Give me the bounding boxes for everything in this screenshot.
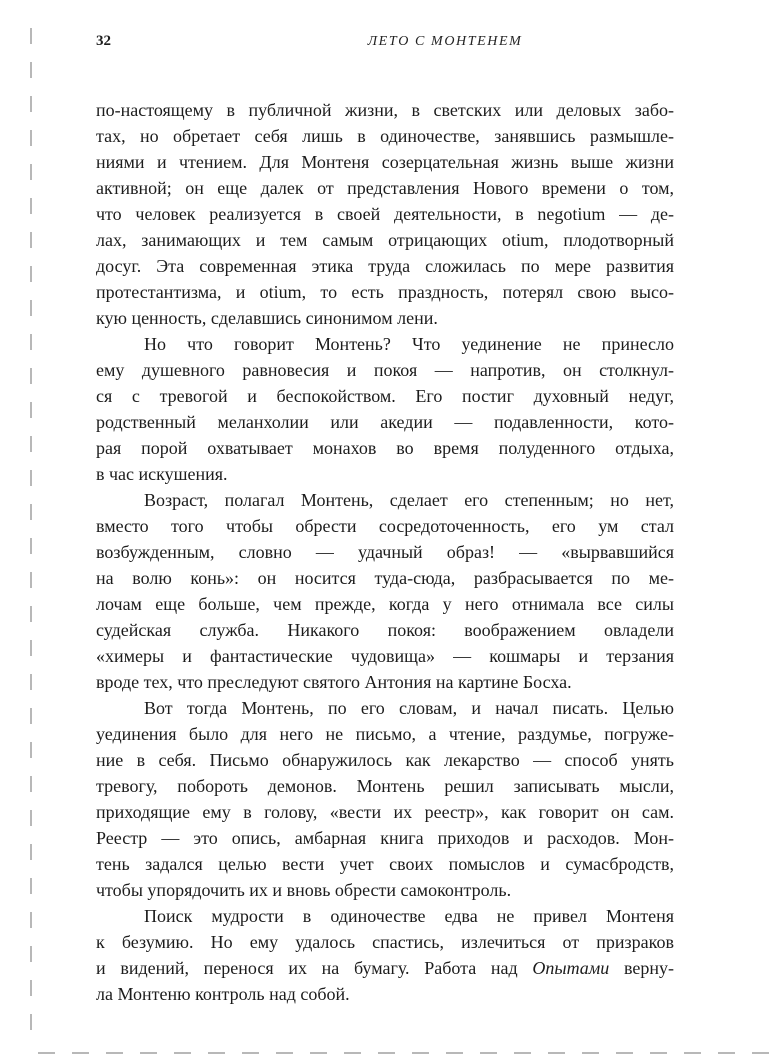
- text-line: тень задался целью вести учет своих помыслов и сумасбродств,: [96, 854, 674, 874]
- text-line: ся с тревогой и беспокойством. Его постиг духовный недуг,: [96, 386, 674, 406]
- text-line: возбужденным, словно — удачный образ! — «вырвавшийся: [96, 542, 674, 562]
- text-line: ему душевного равновесия и покоя — напротив, он столкнул-: [96, 360, 674, 380]
- text-line: родственный меланхолии или акедии — подавленности, кото-: [96, 412, 674, 432]
- text-line: чтобы упорядочить их и вновь обрести самоконтроль.: [96, 880, 512, 900]
- page-number: 32: [96, 33, 111, 49]
- text-line: лочам еще больше, чем прежде, когда у него отнимала все силы: [96, 594, 674, 614]
- text-line: ниями и чтением. Для Монтеня созерцательная жизнь выше жизни: [96, 152, 674, 172]
- text-line: тревогу, побороть демонов. Монтень решил записывать мысли,: [96, 776, 674, 796]
- text-line: ние в себя. Письмо обнаружилось как лекарство — способ унять: [96, 750, 674, 770]
- text-line: протестантизма, и otium, то есть праздность, потерял свою высо-: [96, 282, 674, 302]
- paragraph: [96, 695, 674, 903]
- text-line: кую ценность, сделавшись синонимом лени.: [96, 308, 438, 328]
- text-line: Вот тогда Монтень, по его словам, и начал писать. Целью: [144, 698, 674, 718]
- paragraph: [96, 903, 674, 1007]
- paragraph: [96, 487, 674, 695]
- text-line: к безумию. Но ему удалось спастись, излечиться от призраков: [96, 932, 674, 952]
- text-line: приходящие ему в голову, «вести их реестр», как говорит он сам.: [96, 802, 674, 822]
- paragraph: [96, 331, 674, 487]
- crop-marks-bottom: [38, 1052, 769, 1054]
- text-segment: верну-: [609, 958, 674, 978]
- paragraph: [96, 97, 674, 331]
- text-line: ла Монтеню контроль над собой.: [96, 984, 350, 1004]
- text-line: Реестр — это опись, амбарная книга приходов и расходов. Мон-: [96, 828, 674, 848]
- italic-title: Опытами: [532, 958, 610, 978]
- text-line: по-настоящему в публичной жизни, в светских или деловых забо-: [96, 100, 674, 120]
- page-header: [96, 33, 674, 57]
- text-line: «химеры и фантастические чудовища» — кошмары и терзания: [96, 646, 674, 666]
- crop-marks-left: [30, 28, 32, 1038]
- running-title: ЛЕТО С МОНТЕНЕМ: [367, 34, 523, 49]
- text-line: вроде тех, что преследуют святого Антония на картине Босха.: [96, 672, 572, 692]
- text-line: уединения было для него не письмо, а чтение, раздумье, погруже-: [96, 724, 674, 744]
- text-line: судейская служба. Никакого покоя: воображением овладели: [96, 620, 674, 640]
- text-line: [96, 955, 674, 981]
- text-line: Возраст, полагал Монтень, сделает его степенным; но нет,: [144, 490, 674, 510]
- text-line: тах, но обретает себя лишь в одиночестве, занявшись размышле-: [96, 126, 674, 146]
- text-line: Поиск мудрости в одиночестве едва не привел Монтеня: [144, 906, 674, 926]
- text-line: что человек реализуется в своей деятельности, в negotium — де-: [96, 204, 674, 224]
- text-line: рая порой охватывает монахов во время полуденного отдыха,: [96, 438, 674, 458]
- text-line: на волю конь»: он носится туда-сюда, разбрасывается по ме-: [96, 568, 674, 588]
- text-line: досуг. Эта современная этика труда сложилась по мере развития: [96, 256, 674, 276]
- text-segment: и видений, перенося их на бумагу. Работа над: [96, 958, 533, 978]
- text-line: в час искушения.: [96, 464, 228, 484]
- text-line: Но что говорит Монтень? Что уединение не принесло: [144, 334, 674, 354]
- text-line: лах, занимающих и тем самым отрицающих otium, плодотворный: [96, 230, 674, 250]
- text-line: активной; он еще далек от представления Нового времени о том,: [96, 178, 674, 198]
- body-text: [96, 97, 674, 1007]
- text-line: вместо того чтобы обрести сосредоточенность, его ум стал: [96, 516, 674, 536]
